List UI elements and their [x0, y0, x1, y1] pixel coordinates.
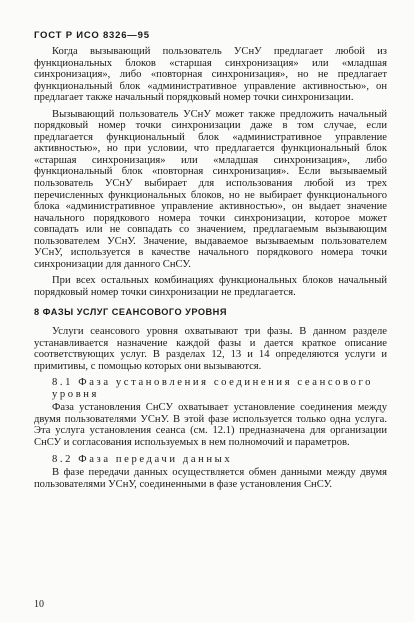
section-title: 8 ФАЗЫ УСЛУГ СЕАНСОВОГО УРОВНЯ	[34, 307, 227, 318]
subsection-title-8-2: 8.2 Фаза передачи данных	[52, 453, 233, 465]
page-header: ГОСТ Р ИСО 8326—95	[34, 30, 150, 41]
paragraph-initial-serial-number: Вызывающий пользователь УСнУ может также предложить начальный порядковый номер точки синхронизации даже в том случае, если предлагается функциональный блок «административное управление активностью», но при условии, что предлагается функциональный блок «старшая синхронизация» или «младшая синхронизация», либо функциональный блок «повторная синхронизация». Если вызываемый пользователь УСнУ выбирает для использования любой из трех перечисленных функциональных блоков, но не выбирает функционального блока «административное управление активностью», он выдает значение начального порядкового номера точки синхронизации, которое может совпадать или не совпадать со значением, предлагаемым вызывающим пользователем УСнУ. Значение, выдаваемое вызываемым пользователем УСнУ, используется в качестве начального порядкового номера точки синхронизации для данного СнСУ.	[34, 108, 387, 270]
paragraph-other-combinations: При всех остальных комбинациях функциональных блоков начальный порядковый номер точки синхронизации не предлагается.	[34, 275, 387, 298]
subsection-text-8-1: Фаза установления СнСУ охватывает установление соединения между двумя пользователями УСнУ. В этой фазе используется только одна услуга. Эта услуга установления сеанса (см. 12.1) предназначена для организации СнСУ и согласования используемых в нем полномочий и параметров.	[34, 402, 387, 448]
section-intro: Услуги сеансового уровня охватывают три фазы. В данном разделе устанавливается назначение каждой фазы и дается краткое описание соответствующих услуг. В разделах 12, 13 и 14 определяются услуги и примитивы, с помощью которых они вызываются.	[34, 326, 387, 372]
document-body	[34, 46, 387, 495]
subsection-text-8-2: В фазе передачи данных осуществляется обмен данными между двумя пользователями УСнУ, соединенными в фазе установления СнСУ.	[34, 467, 387, 490]
paragraph-caller-proposal: Когда вызывающий пользователь УСнУ предлагает любой из функциональных блоков «старшая синхронизация» или «младшая синхронизация», либо «повторная синхронизация», но не предлагает функциональный блок «административное управление активностью», он предлагает также начальный порядковый номер точки синхронизации.	[34, 46, 387, 104]
page-number: 10	[34, 599, 44, 610]
subsection-title-8-1: 8.1 Фаза установления соединения сеансового уровня	[52, 377, 374, 400]
